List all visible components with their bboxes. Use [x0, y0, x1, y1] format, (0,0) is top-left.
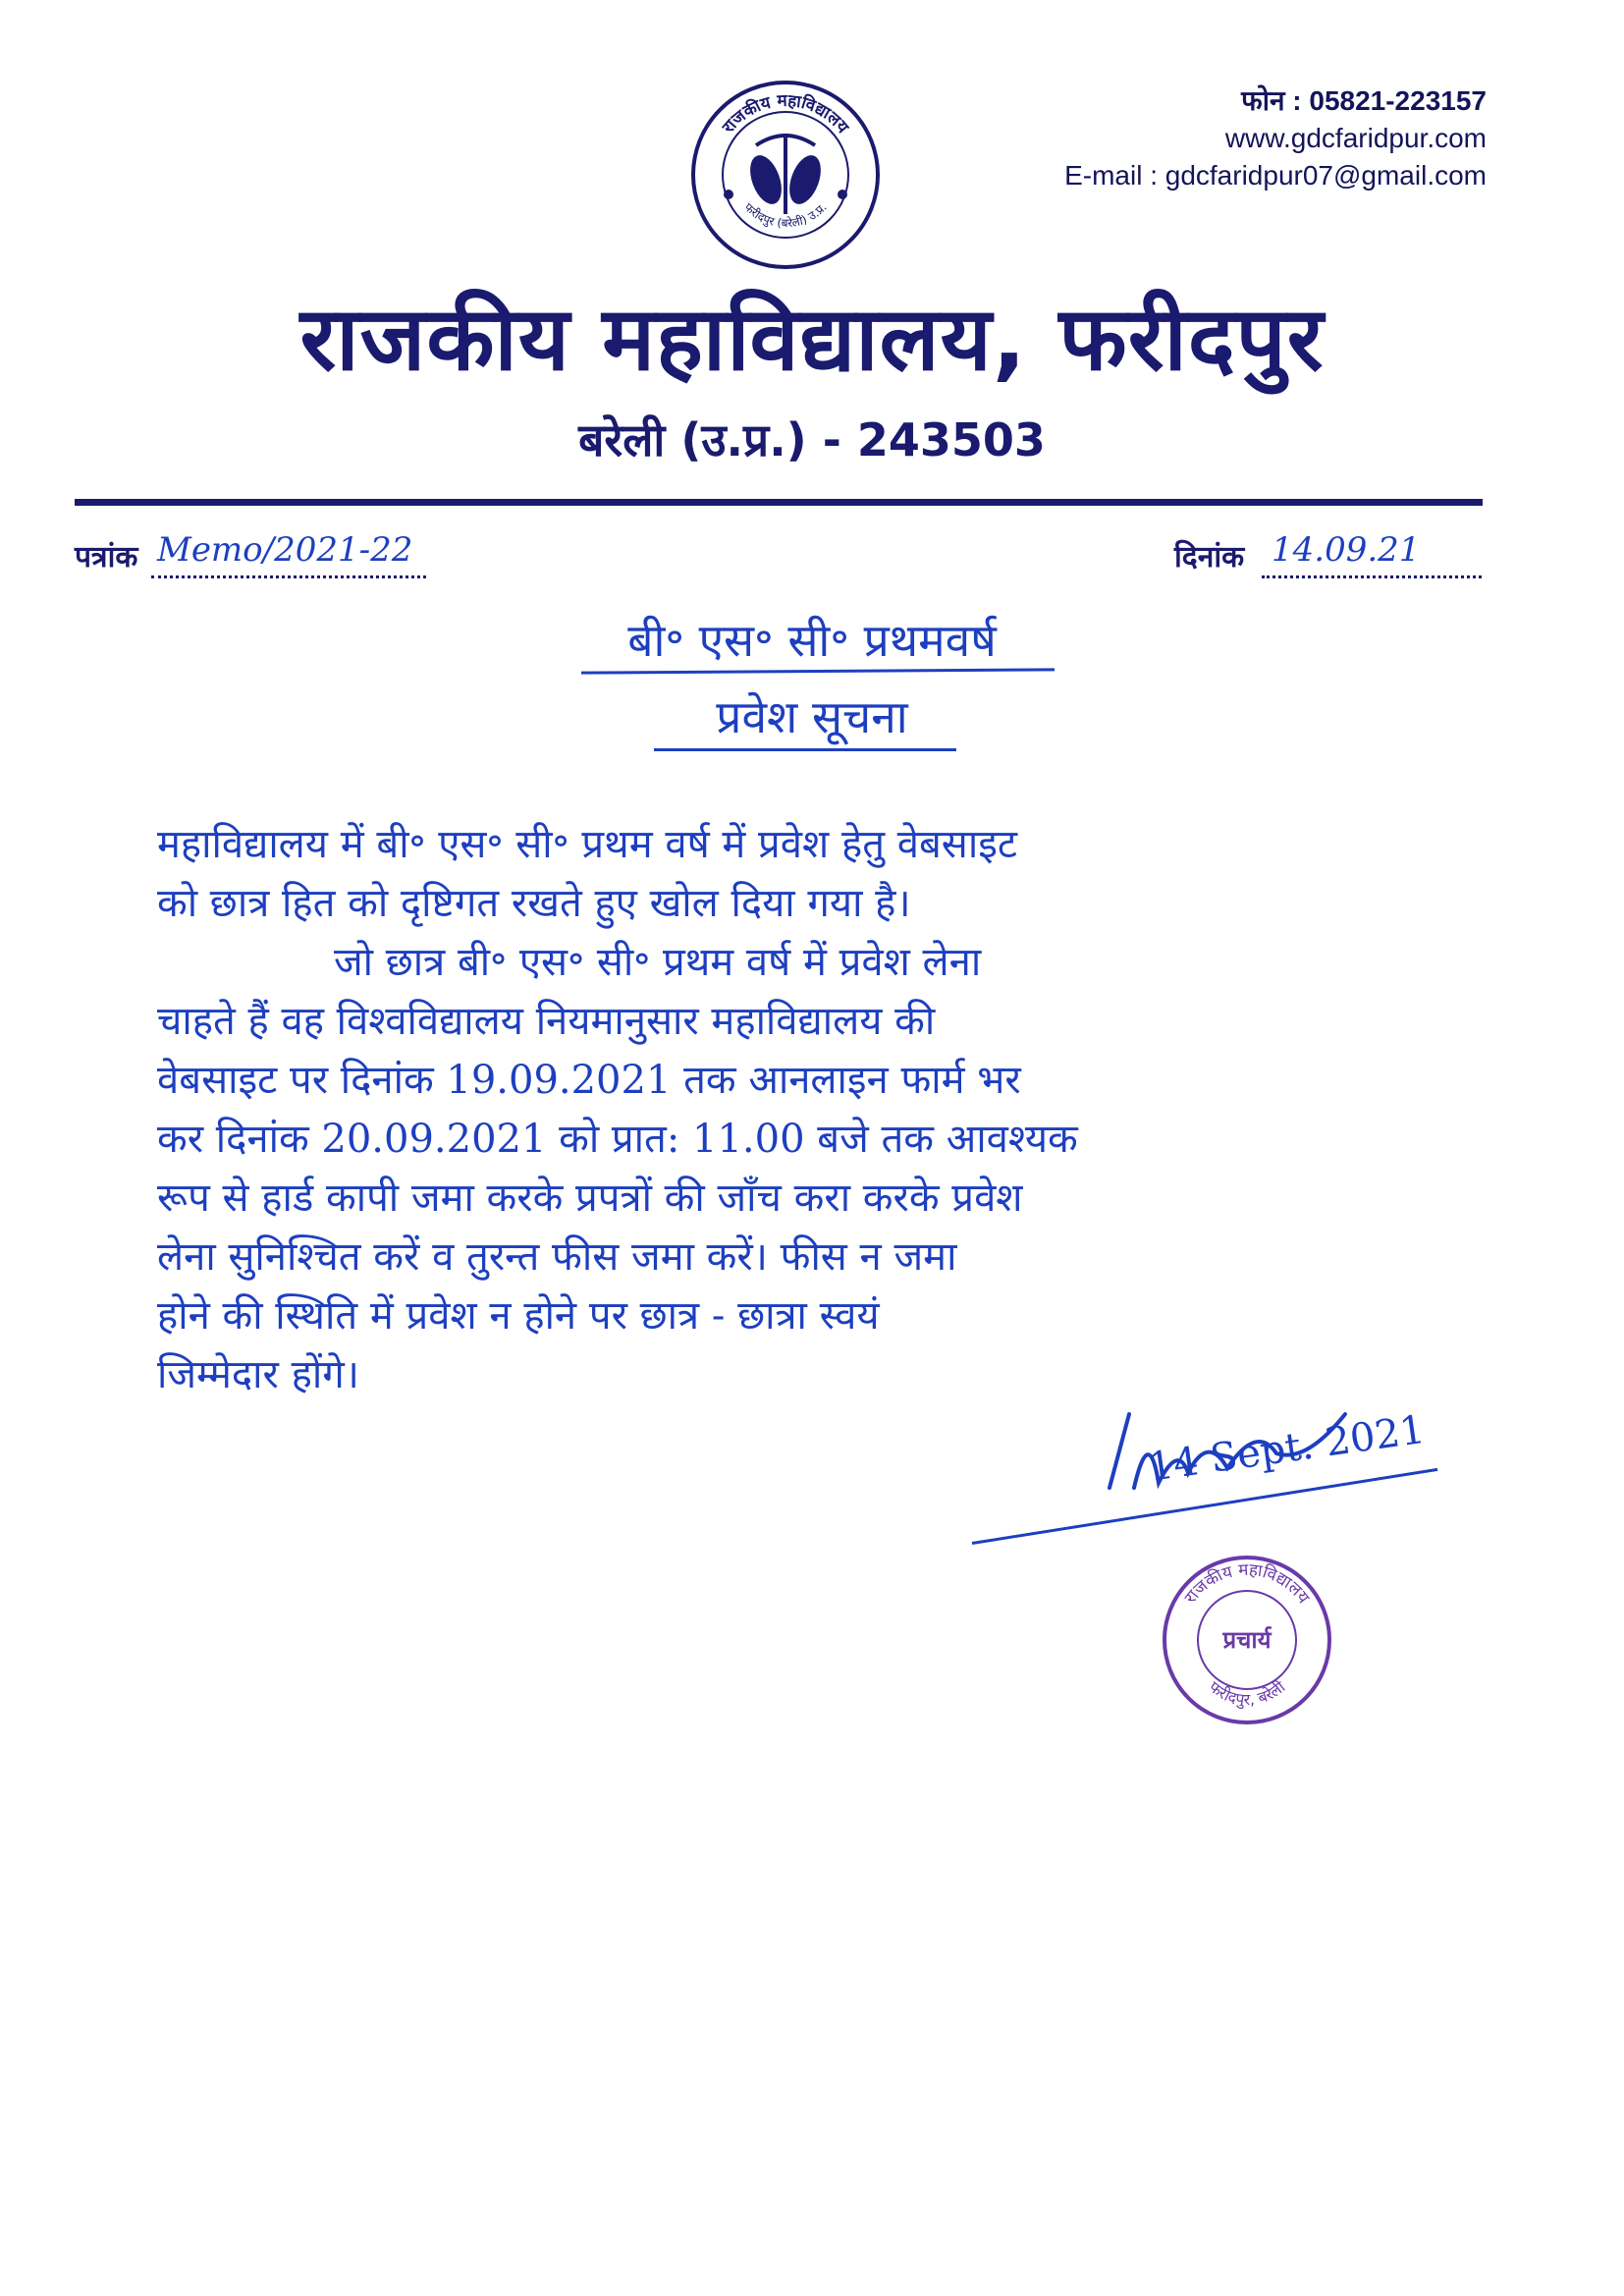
reference-label: पत्रांक — [75, 540, 138, 574]
signature-date: 14 Sept. 2021 — [1145, 1406, 1429, 1491]
body-line: महाविद्यालय में बी॰ एस॰ सी॰ प्रथम वर्ष में प्रवेश हेतु वेबसाइट — [157, 822, 1017, 867]
letter-date: 14.09.21 — [1272, 530, 1421, 570]
stamp-bottom-text: फरीदपुर, बरेली — [1205, 1677, 1289, 1710]
body-line: जो छात्र बी॰ एस॰ सी॰ प्रथम वर्ष में प्रवेश लेना — [334, 940, 982, 985]
date-label: दिनांक — [1174, 540, 1245, 574]
letterhead-divider — [75, 499, 1483, 506]
body-line: वेबसाइट पर दिनांक 19.09.2021 तक आनलाइन फार्म भर — [157, 1058, 1021, 1103]
contact-block — [1064, 82, 1487, 194]
college-seal-logo — [687, 77, 884, 273]
seal-top-text: राजकीय महाविद्यालय — [718, 90, 853, 137]
body-line: चाहते हैं वह विश्वविद्यालय नियमानुसार महाविद्यालय की — [157, 999, 936, 1044]
principal-stamp — [1159, 1552, 1335, 1728]
notice-heading-title: प्रवेश सूचना — [716, 690, 908, 743]
body-line: लेना सुनिश्चित करें व तुरन्त फीस जमा करें। फीस न जमा — [157, 1234, 957, 1280]
website-link[interactable]: www.gdcfaridpur.com — [1224, 123, 1487, 153]
body-line: कर दिनांक 20.09.2021 को प्रात: 11.00 बजे तक आवश्यक — [157, 1117, 1078, 1162]
notice-body — [157, 815, 1463, 1404]
svg-text:फरीदपुर, बरेली — [1206, 1676, 1289, 1710]
seal-bottom-text: फरीदपुर (बरेली) उ.प्र. — [741, 199, 830, 231]
body-line: होने की स्थिति में प्रवेश न होने पर छात्र - छात्रा स्वयं — [157, 1293, 880, 1339]
body-line: रूप से हार्ड कापी जमा करके प्रपत्रों की जाँच करा करके प्रवेश — [157, 1175, 1023, 1221]
stamp-center-text: प्रचार्य — [1222, 1626, 1272, 1654]
heading-underline — [654, 748, 956, 751]
college-name: राजकीय महाविद्यालय, फरीदपुर — [299, 288, 1325, 391]
notice-heading-course: बी॰ एस॰ सी॰ प्रथमवर्ष — [627, 614, 997, 667]
body-line: को छात्र हित को दृष्टिगत रखते हुए खोल दिया गया है। — [157, 881, 911, 926]
body-line: जिम्मेदार होंगे। — [157, 1352, 359, 1397]
svg-text:राजकीय महाविद्यालय — [1181, 1560, 1314, 1609]
reference-number: Memo/2021-22 — [157, 530, 413, 570]
stamp-top-text: राजकीय महाविद्यालय — [1180, 1559, 1314, 1608]
svg-text:राजकीय महाविद्यालय — [718, 91, 852, 138]
college-address: बरेली (उ.प्र.) - 243503 — [578, 413, 1046, 466]
email-address[interactable]: E-mail : gdcfaridpur07@gmail.com — [1064, 160, 1487, 191]
phone-number: फोन : 05821-223157 — [1241, 85, 1487, 116]
